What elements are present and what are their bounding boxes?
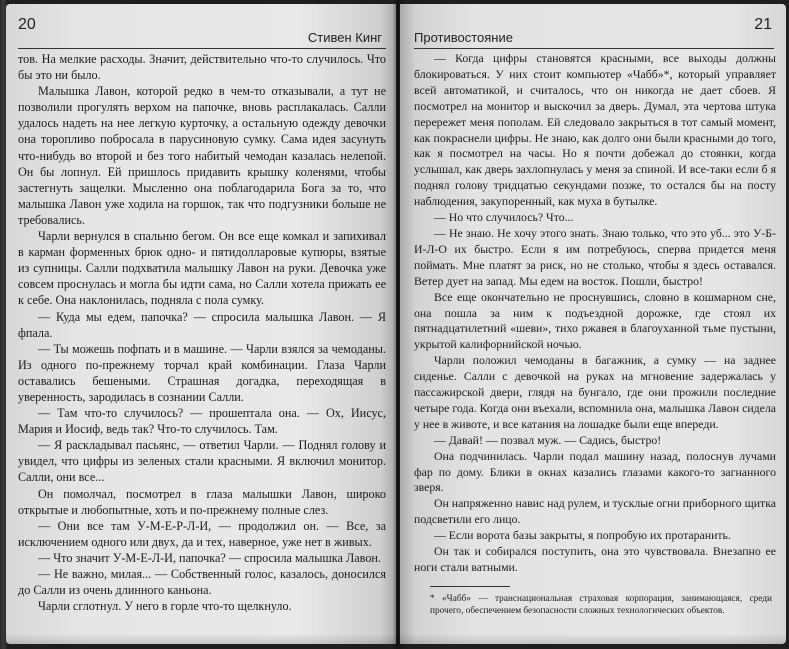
- page-number: 21: [754, 16, 772, 33]
- paragraph: Она подчинилась. Чарли подал машину назад, полоснув лучами фар по дому. Блики в окнах казались глазами какого-то загнанного зверя.: [414, 448, 776, 495]
- page-number: 20: [18, 16, 36, 33]
- paragraph: Он так и собирался поступить, она это чувствовала. Внезапно ее ноги стали ватными.: [414, 544, 776, 574]
- right-page-header: [412, 16, 774, 45]
- right-page: [400, 4, 786, 644]
- footnote: * «Чабб» — транснациональная страховая корпорация, занимающаяся, среди прочего, обеспечением безопасности сложных технологических объектов.: [430, 594, 772, 616]
- paragraph: — Но что случилось? Что...: [434, 210, 574, 225]
- paragraph: Он напряженно навис над рулем, и тусклые огни приборного щитка подсветили его лицо.: [414, 496, 776, 527]
- paragraph: Малышка Лавон, которой редко в чем-то отказывали, а тут не позволили прогулять верхом на папочке, вновь расплакалась. Салли удалось надеть на нее легкую курточку, а остальную одежду девочки она торопливо побросала в парусиновую сумку. Сама идея засунуть что-нибудь во второй и без того набитый чемодан казалась нелепой. Он бы лопнул. Ей пришлось придавить крышку коленями, чтобы застегнуть защелки. Мысленно она поблагодарила Бога за то, что малышка Лавон уже ходила на горшок, так что подгузники больше не требовались.: [18, 84, 386, 227]
- left-page-header: [18, 16, 384, 45]
- paragraph: — Я раскладывал пасьянс, — ответил Чарли. — Поднял голову и увидел, что цифры из зеленых стали красными. Я включил монитор. Салли, они все...: [18, 438, 386, 485]
- paragraph: Чарли сглотнул. У него в горле что-то щелкнуло.: [38, 599, 292, 614]
- paragraph: — Когда цифры становятся красными, все выходы должны блокироваться. У них стоит компьютер «Чабб»*, который управляет всей автоматикой, и считалось, что он никогда не дает сбоев. Я посмотрел на монитор и выскочил за дверь. Думал, эта чертова штука перережет меня пополам. Ей следовало закрыться в тот самый момент, как покраснели цифры. Не знаю, как долго они были красными до того, как я посмотрел на часы. Но я почти добежал до стоянки, когда услышал, как дверь захлопнулась у меня за спиной. И все-таки если б я поднял голову тридцатью секундами позже, то остался бы на посту наблюдения, закупоренный, как муха в бутылке.: [414, 51, 776, 209]
- page-shadow: [6, 634, 396, 644]
- paragraph: Все еще окончательно не проснувшись, словно в кошмарном сне, она пошла за ним к подъездной дорожке, где стоял их пятнадцатилетний «шеви», тихо ржавея в благоуханной тьме пустыни, укрытой калифорнийской ночью.: [414, 289, 776, 352]
- paragraph: — Давай! — позвал муж. — Садись, быстро!: [434, 432, 662, 447]
- paragraph: — Куда мы едем, папочка? — спросила малышка Лавон. — Я фпала.: [18, 309, 386, 340]
- page-shadow: [400, 634, 786, 644]
- paragraph: — Там что-то случилось? — прошептала она. — Ох, Иисус, Мария и Иосиф, ведь так? Что-то случилось. Там.: [18, 406, 386, 437]
- footnote-rule: [430, 586, 510, 587]
- paragraph: — Что значит У-М-Е-Л-И, папочка? — спросила малышка Лавон.: [38, 550, 381, 565]
- paragraph: Чарли вернулся в спальню бегом. Он все еще комкал и запихивал в карман форменных брюк одно- и пятидолларовые купюры, взятые из супницы. Салли подхватила малышку Лавон на руки. Девочка уже совсем проснулась и могла бы идти сама, но Салли хотела прижать ее к себе. Она наклонилась, подняла с пола сумку.: [18, 229, 386, 308]
- paragraph: Он помолчал, посмотрел в глаза малышки Лавон, широко открытые и любопытные, хоть и по-прежнему полные слез.: [18, 486, 386, 517]
- left-page-text: [18, 51, 386, 614]
- running-title-book: Противостояние: [414, 30, 513, 45]
- header-rule: [18, 48, 386, 49]
- left-page: [6, 4, 396, 644]
- paragraph: — Ты можешь пофпать и в машине. — Чарли взялся за чемоданы. Из одного по-прежнему торчал край комбинации. Глаза Чарли оставались бешеными. Страшная догадка, переходящая в уверенность, зародилась в сознании Салли.: [18, 341, 386, 404]
- paragraph: — Не важно, милая... — Собственный голос, казалось, доносился до Салли из очень длинного каньона.: [18, 567, 386, 598]
- paragraph: — Если ворота базы закрыты, я попробую их протаранить.: [434, 528, 731, 543]
- right-page-text: [414, 51, 776, 576]
- paragraph: тов. На мелкие расходы. Значит, действительно что-то случилось. Что бы это ни было.: [18, 52, 386, 83]
- running-title-author: Стивен Кинг: [307, 30, 382, 45]
- paragraph: Чарли положил чемоданы в багажник, а сумку — на заднее сиденье. Салли с девочкой на руках на мгновение задержалась у пассажирской двери, глядя на бунгало, где они прожили последние четыре года. Когда они въехали, вспомнила она, малышка Лавон сидела у нее в животе, и все катания на лошадке были еще впереди.: [414, 353, 776, 431]
- paragraph: — Они все там У-М-Е-Р-Л-И, — продолжил он. — Все, за исключением одного или двух, да и тех, наверное, уже нет в живых.: [18, 518, 386, 549]
- paragraph: — Не знаю. Не хочу этого знать. Знаю только, что это уб... это У-Б-И-Л-О их быстро. Если я им потребуюсь, сперва придется меня поймать. Мне платят за риск, но не столько, чтобы я здесь оставался. Ветер дует на запад. Мы едем на восток. Пошли, быстро!: [414, 225, 776, 288]
- header-rule: [414, 48, 774, 49]
